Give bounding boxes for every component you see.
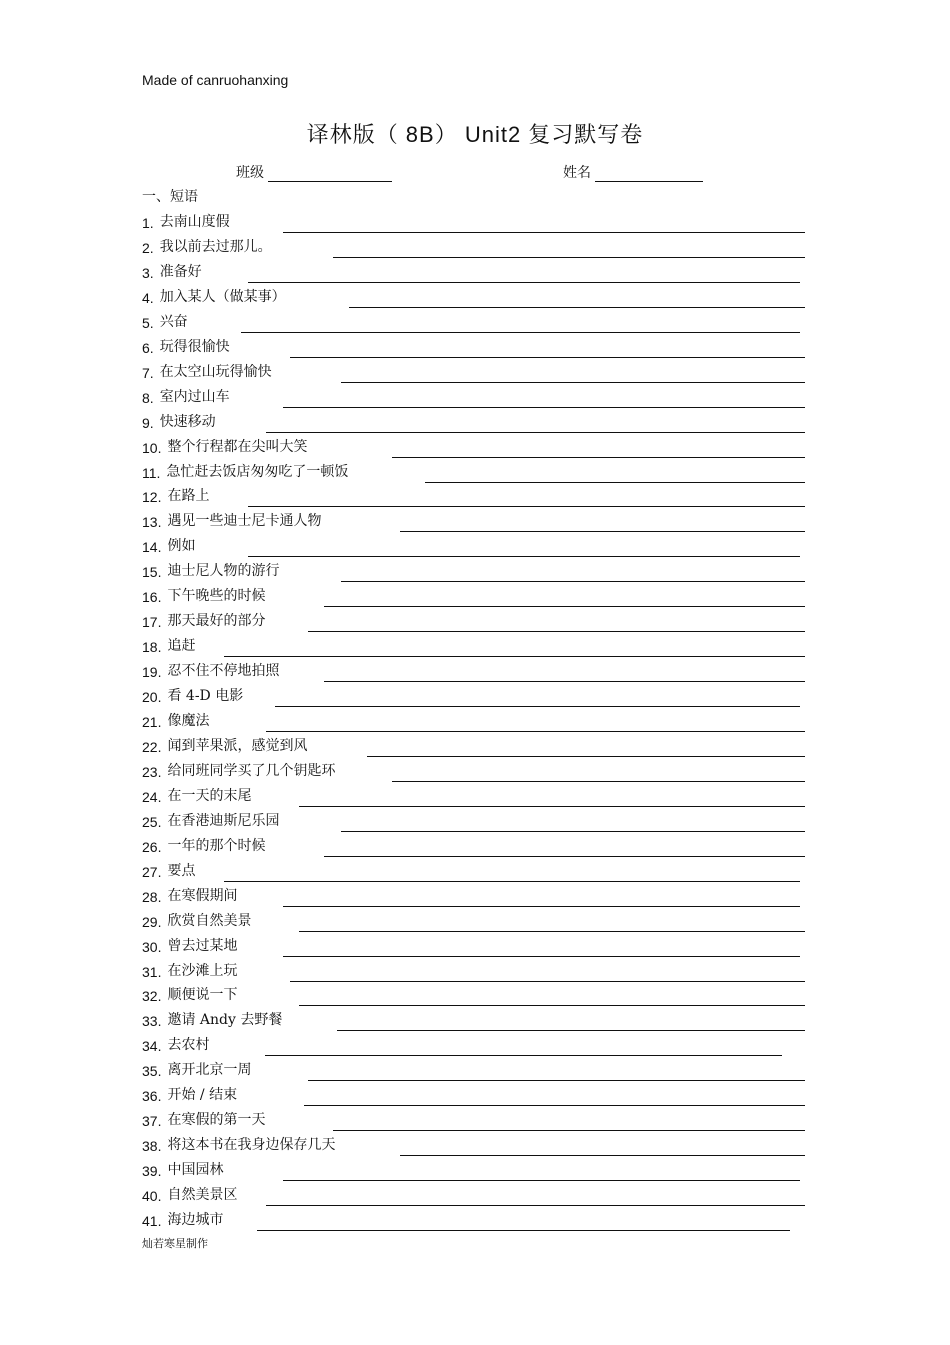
item-text: 在香港迪斯尼乐园 xyxy=(167,812,280,829)
answer-blank[interactable] xyxy=(283,1180,800,1181)
item-text: 顺便说一下 xyxy=(167,987,238,1004)
item-number: 28. xyxy=(142,888,162,905)
list-item xyxy=(142,887,822,905)
item-number: 33. xyxy=(142,1013,162,1030)
list-item xyxy=(142,1211,822,1229)
item-text: 迪士尼人物的游行 xyxy=(167,563,280,580)
list-item xyxy=(142,388,822,406)
answer-blank[interactable] xyxy=(367,756,805,757)
answer-blank[interactable] xyxy=(400,1155,805,1156)
item-number: 25. xyxy=(142,813,162,830)
list-item xyxy=(142,313,822,331)
item-text: 急忙赶去饭店匆匆吃了一顿饭 xyxy=(166,463,349,480)
item-text: 快速移动 xyxy=(159,413,216,430)
section-heading: 一、短语 xyxy=(142,189,198,205)
item-text: 整个行程都在尖叫大笑 xyxy=(167,438,308,455)
answer-blank[interactable] xyxy=(299,806,805,807)
list-item xyxy=(142,587,822,605)
answer-blank[interactable] xyxy=(308,1080,805,1081)
item-number: 36. xyxy=(142,1088,162,1105)
answer-blank[interactable] xyxy=(283,906,800,907)
item-number: 5. xyxy=(142,314,154,331)
item-number: 21. xyxy=(142,714,162,730)
list-item xyxy=(142,487,822,505)
name-field xyxy=(563,162,703,182)
list-item xyxy=(142,463,822,481)
list-item xyxy=(142,1111,822,1129)
list-item xyxy=(142,562,822,580)
item-number: 16. xyxy=(142,589,162,606)
answer-blank[interactable] xyxy=(224,656,805,657)
answer-blank[interactable] xyxy=(337,1030,805,1031)
header-note: Made of canruohanxing xyxy=(142,72,289,88)
list-item xyxy=(142,662,822,680)
item-number: 4. xyxy=(142,289,154,306)
list-item xyxy=(142,1161,822,1179)
list-item xyxy=(142,912,822,930)
item-number: 30. xyxy=(142,938,162,955)
item-number: 26. xyxy=(142,838,162,855)
item-text: 邀请 Andy 去野餐 xyxy=(167,1012,283,1029)
item-text: 曾去过某地 xyxy=(167,937,238,954)
item-number: 12. xyxy=(142,489,162,506)
answer-blank[interactable] xyxy=(224,881,800,882)
class-blank[interactable] xyxy=(268,165,392,182)
list-item xyxy=(142,1011,822,1029)
item-number: 6. xyxy=(142,339,154,356)
list-item xyxy=(142,1136,822,1154)
name-label: 姓名 xyxy=(563,165,591,181)
answer-blank[interactable] xyxy=(248,506,805,507)
item-text: 兴奋 xyxy=(159,313,188,330)
item-number: 35. xyxy=(142,1063,162,1080)
item-text: 例如 xyxy=(167,538,196,555)
list-item xyxy=(142,737,822,755)
answer-blank[interactable] xyxy=(324,606,805,607)
list-item xyxy=(142,263,822,281)
answer-blank[interactable] xyxy=(299,1005,805,1006)
answer-blank[interactable] xyxy=(333,1130,805,1131)
item-text: 一年的那个时候 xyxy=(167,837,266,854)
item-text: 准备好 xyxy=(159,263,202,280)
item-number: 29. xyxy=(142,913,162,930)
answer-blank[interactable] xyxy=(266,432,805,433)
item-text: 遇见一些迪士尼卡通人物 xyxy=(167,513,322,530)
list-item xyxy=(142,238,822,256)
answer-blank[interactable] xyxy=(333,257,805,258)
item-number: 34. xyxy=(142,1038,162,1055)
item-number: 27. xyxy=(142,863,162,880)
item-text: 在寒假的第一天 xyxy=(167,1112,266,1129)
item-number: 19. xyxy=(142,664,162,681)
answer-blank[interactable] xyxy=(265,1055,782,1056)
name-blank[interactable] xyxy=(595,165,703,182)
item-number: 20. xyxy=(142,689,162,706)
answer-blank[interactable] xyxy=(341,581,805,582)
item-number: 9. xyxy=(142,414,154,431)
answer-blank[interactable] xyxy=(283,956,800,957)
item-text: 那天最好的部分 xyxy=(167,613,266,630)
item-text: 开始 / 结束 xyxy=(167,1087,238,1104)
class-field xyxy=(236,162,392,182)
page-title: 译林版（ 8B） Unit2 复习默写卷 xyxy=(306,122,644,147)
item-number: 32. xyxy=(142,988,162,1005)
item-number: 8. xyxy=(142,389,154,406)
list-item xyxy=(142,712,822,730)
answer-blank[interactable] xyxy=(341,831,805,832)
list-item xyxy=(142,687,822,705)
item-text: 将这本书在我身边保存几天 xyxy=(167,1137,336,1154)
item-number: 15. xyxy=(142,564,162,581)
item-number: 2. xyxy=(142,239,154,256)
item-number: 24. xyxy=(142,788,162,805)
answer-blank[interactable] xyxy=(248,282,800,283)
list-item xyxy=(142,1061,822,1079)
item-number: 37. xyxy=(142,1113,162,1130)
answer-blank[interactable] xyxy=(241,332,800,333)
item-text: 在一天的末尾 xyxy=(167,787,252,804)
answer-blank[interactable] xyxy=(266,731,805,732)
list-item xyxy=(142,862,822,880)
answer-blank[interactable] xyxy=(290,981,805,982)
footer-note: 灿若寒星制作 xyxy=(142,1237,208,1250)
class-label: 班级 xyxy=(236,165,264,181)
list-item xyxy=(142,637,822,655)
answer-blank[interactable] xyxy=(248,556,800,557)
list-item xyxy=(142,438,822,456)
answer-blank[interactable] xyxy=(304,1105,805,1106)
item-text: 玩得很愉快 xyxy=(159,338,230,355)
answer-blank[interactable] xyxy=(324,856,805,857)
answer-blank[interactable] xyxy=(290,357,805,358)
list-item xyxy=(142,413,822,431)
answer-blank[interactable] xyxy=(299,931,805,932)
item-text: 中国园林 xyxy=(167,1162,224,1179)
item-number: 39. xyxy=(142,1163,162,1180)
item-number: 40. xyxy=(142,1188,162,1205)
item-number: 7. xyxy=(142,364,154,381)
item-number: 17. xyxy=(142,614,162,631)
item-text: 海边城市 xyxy=(167,1212,224,1228)
item-text: 看 4-D 电影 xyxy=(167,688,244,705)
list-item xyxy=(142,288,822,306)
item-text: 忍不住不停地拍照 xyxy=(167,663,280,680)
item-text: 在寒假期间 xyxy=(167,887,238,904)
item-text: 加入某人（做某事） xyxy=(159,288,286,305)
answer-blank[interactable] xyxy=(283,407,805,408)
item-text: 下午晚些的时候 xyxy=(167,588,266,605)
answer-blank[interactable] xyxy=(341,382,805,383)
list-item xyxy=(142,962,822,980)
answer-blank[interactable] xyxy=(266,1205,805,1206)
answer-blank[interactable] xyxy=(275,706,800,707)
item-text: 离开北京一周 xyxy=(167,1062,252,1079)
item-text: 追赶 xyxy=(167,638,196,655)
item-number: 14. xyxy=(142,539,162,556)
answer-blank[interactable] xyxy=(308,631,805,632)
answer-blank[interactable] xyxy=(283,232,805,233)
answer-blank[interactable] xyxy=(324,681,805,682)
item-text: 在沙滩上玩 xyxy=(167,962,238,979)
answer-blank[interactable] xyxy=(392,457,805,458)
list-item xyxy=(142,812,822,830)
list-item xyxy=(142,338,822,356)
item-number: 41. xyxy=(142,1213,162,1229)
item-text: 在路上 xyxy=(167,488,210,505)
item-number: 23. xyxy=(142,763,162,780)
list-item xyxy=(142,837,822,855)
list-item xyxy=(142,363,822,381)
item-number: 10. xyxy=(142,439,162,456)
item-number: 38. xyxy=(142,1138,162,1155)
answer-blank[interactable] xyxy=(425,482,805,483)
item-text: 像魔法 xyxy=(167,713,210,729)
item-number: 31. xyxy=(142,963,162,980)
item-text: 去农村 xyxy=(167,1037,210,1054)
answer-blank[interactable] xyxy=(392,781,805,782)
list-item xyxy=(142,1086,822,1104)
item-text: 去南山度假 xyxy=(159,214,230,230)
item-text: 自然美景区 xyxy=(167,1187,238,1204)
list-item xyxy=(142,213,822,231)
item-number: 13. xyxy=(142,514,162,531)
item-text: 给同班同学买了几个钥匙环 xyxy=(167,762,336,779)
item-text: 我以前去过那儿。 xyxy=(159,238,272,255)
item-number: 3. xyxy=(142,264,154,281)
item-text: 室内过山车 xyxy=(159,388,230,405)
item-text: 在太空山玩得愉快 xyxy=(159,363,272,380)
list-item xyxy=(142,986,822,1004)
answer-blank[interactable] xyxy=(349,307,805,308)
list-item xyxy=(142,537,822,555)
list-item xyxy=(142,787,822,805)
answer-blank[interactable] xyxy=(400,531,805,532)
list-item xyxy=(142,512,822,530)
item-text: 要点 xyxy=(167,862,196,879)
answer-blank[interactable] xyxy=(257,1230,790,1231)
list-item xyxy=(142,612,822,630)
item-number: 11. xyxy=(142,464,161,481)
list-item xyxy=(142,1036,822,1054)
item-number: 1. xyxy=(142,215,154,231)
item-number: 22. xyxy=(142,738,162,755)
list-item xyxy=(142,937,822,955)
item-number: 18. xyxy=(142,639,162,656)
item-text: 欣赏自然美景 xyxy=(167,912,252,929)
list-item xyxy=(142,1186,822,1204)
item-text: 闻到苹果派，感觉到风 xyxy=(167,737,308,754)
list-item xyxy=(142,762,822,780)
